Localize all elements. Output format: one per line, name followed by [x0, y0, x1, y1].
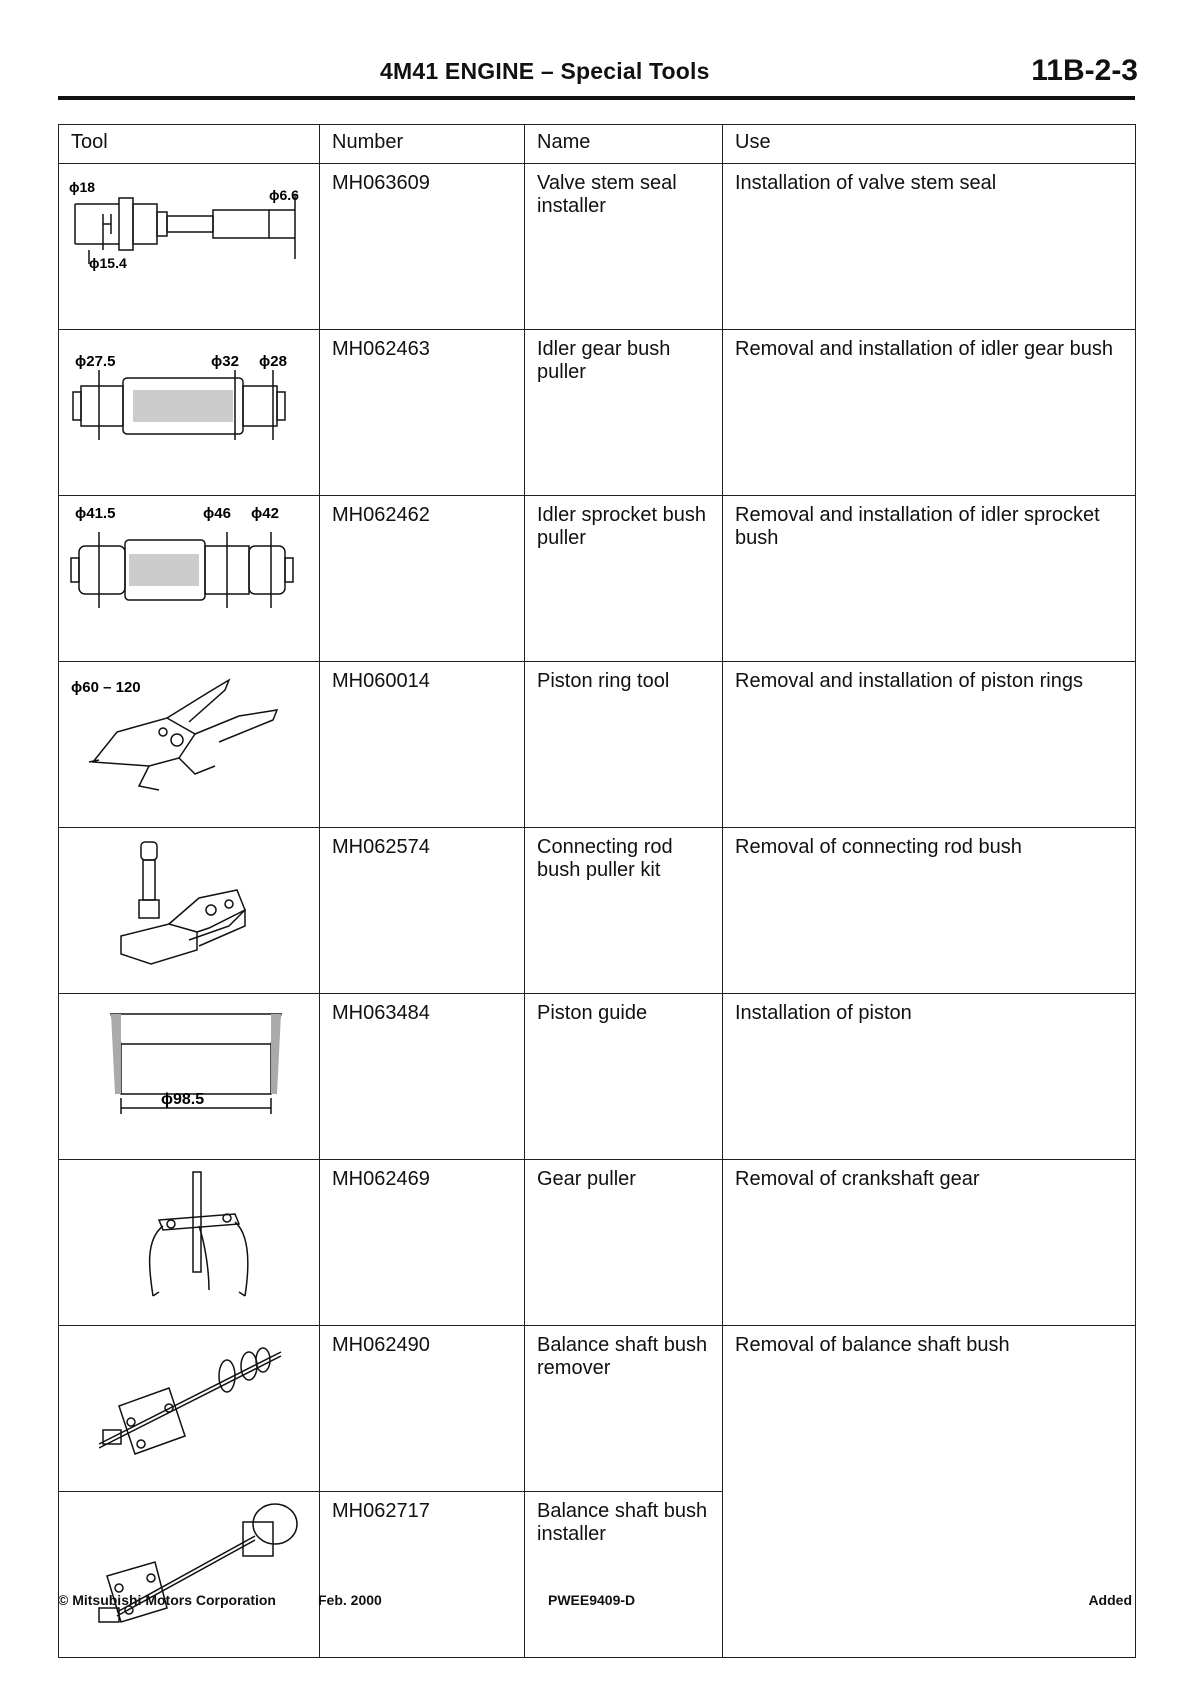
header-rule	[58, 96, 1135, 100]
column-header-number: Number	[320, 125, 525, 164]
table-row	[59, 828, 1136, 994]
tool-illustration-cell	[59, 1492, 320, 1658]
idler-sprocket-bush-puller-icon	[59, 496, 320, 645]
gear-puller-icon	[59, 1160, 320, 1309]
tool-illustration-cell	[59, 994, 320, 1160]
tool-use: Removal and installation of idler gear bush	[723, 330, 1136, 496]
dimension-label: ϕ46	[203, 505, 231, 522]
tool-number: MH062469	[320, 1160, 525, 1326]
table-row	[59, 1160, 1136, 1326]
tool-number: MH062463	[320, 330, 525, 496]
tool-illustration-cell	[59, 1160, 320, 1326]
dimension-label: ϕ42	[251, 505, 279, 522]
footer-status: Added	[1088, 1592, 1132, 1608]
tool-use: Removal of crankshaft gear	[723, 1160, 1136, 1326]
idler-gear-bush-puller-icon	[59, 330, 320, 479]
table-row	[59, 164, 1136, 330]
balance-shaft-bush-installer-icon	[59, 1492, 320, 1641]
tool-name: Idler gear bush puller	[525, 330, 723, 496]
tool-illustration-cell	[59, 1326, 320, 1492]
tool-number: MH062574	[320, 828, 525, 994]
tool-name: Balance shaft bush installer	[525, 1492, 723, 1658]
tool-number: MH060014	[320, 662, 525, 828]
tool-use: Installation of valve stem seal	[723, 164, 1136, 330]
column-header-use: Use	[723, 125, 1136, 164]
table-row	[59, 662, 1136, 828]
table-row	[59, 994, 1136, 1160]
tool-number: MH063484	[320, 994, 525, 1160]
column-header-tool: Tool	[59, 125, 320, 164]
tool-illustration-cell	[59, 164, 320, 330]
tool-illustration-cell	[59, 330, 320, 496]
dimension-label: ϕ32	[211, 353, 239, 370]
piston-ring-tool-icon	[59, 662, 320, 811]
footer-copyright: © Mitsubishi Motors Corporation	[58, 1592, 276, 1608]
tool-name: Idler sprocket bush puller	[525, 496, 723, 662]
dimension-label: ϕ15.4	[89, 255, 127, 271]
tool-name: Balance shaft bush remover	[525, 1326, 723, 1492]
tool-name: Valve stem seal installer	[525, 164, 723, 330]
tool-name: Connecting rod bush puller kit	[525, 828, 723, 994]
dimension-label: ϕ60 – 120	[71, 679, 141, 696]
tool-use: Removal and installation of idler sprocket bush	[723, 496, 1136, 662]
table-row	[59, 1326, 1136, 1492]
tool-name: Piston guide	[525, 994, 723, 1160]
tool-use: Removal and installation of piston rings	[723, 662, 1136, 828]
footer-doc-code: PWEE9409-D	[548, 1592, 636, 1608]
tool-illustration-cell	[59, 828, 320, 994]
dimension-label: ϕ27.5	[75, 353, 116, 370]
dimension-label: ϕ41.5	[75, 505, 116, 522]
footer-date: Feb. 2000	[318, 1592, 382, 1608]
special-tools-table	[58, 124, 1136, 1658]
dimension-label: ϕ28	[259, 353, 287, 370]
tool-use: Removal of balance shaft bush	[723, 1326, 1136, 1658]
tool-illustration-cell	[59, 496, 320, 662]
page-title: 4M41 ENGINE – Special Tools	[380, 58, 710, 84]
tool-number: MH062490	[320, 1326, 525, 1492]
balance-shaft-bush-remover-icon	[59, 1326, 320, 1475]
table-header-row	[59, 125, 1136, 164]
tool-name: Piston ring tool	[525, 662, 723, 828]
tool-name: Gear puller	[525, 1160, 723, 1326]
tool-number: MH062717	[320, 1492, 525, 1658]
dimension-label: ϕ98.5	[161, 1091, 205, 1108]
table-row	[59, 330, 1136, 496]
tool-number: MH063609	[320, 164, 525, 330]
dimension-label: ϕ6.6	[269, 187, 299, 203]
dimension-label: ϕ18	[69, 179, 96, 195]
piston-guide-icon	[59, 994, 320, 1143]
tool-illustration-cell	[59, 662, 320, 828]
page-number: 11B-2-3	[1031, 54, 1138, 87]
tool-use: Installation of piston	[723, 994, 1136, 1160]
column-header-name: Name	[525, 125, 723, 164]
table-row	[59, 496, 1136, 662]
tool-use: Removal of connecting rod bush	[723, 828, 1136, 994]
valve-stem-seal-installer-icon	[59, 164, 320, 313]
connecting-rod-bush-puller-kit-icon	[59, 828, 320, 977]
tool-number: MH062462	[320, 496, 525, 662]
